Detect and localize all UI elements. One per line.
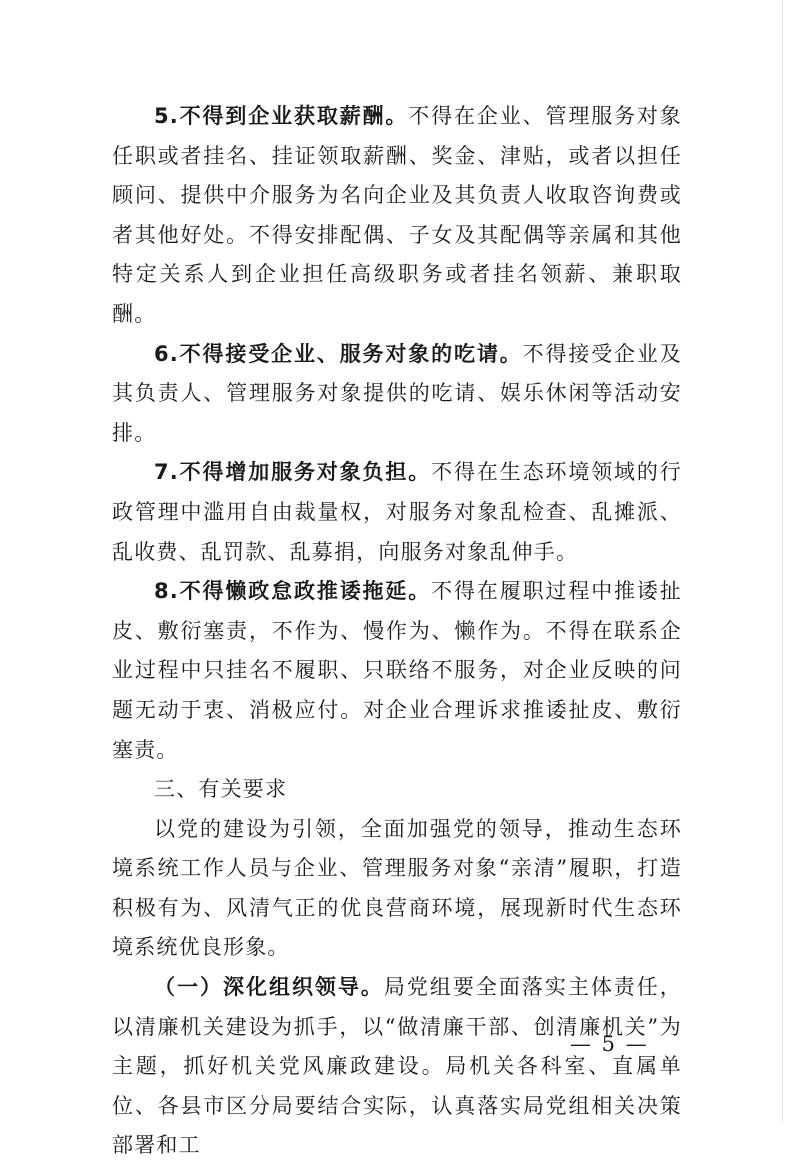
section-heading: 三、有关要求 — [154, 777, 288, 802]
item-7-body: 不得在生态环境领域的行政管理中滥用自由裁量权，对服务对象乱检查、乱摊派、乱收费、乱罚款、乱募捐，向服务对象乱伸手。 — [112, 460, 682, 564]
item-6-lead: 6.不得接受企业、服务对象的吃请。 — [154, 341, 523, 366]
item-7-lead: 7.不得增加服务对象负担。 — [154, 460, 432, 485]
item-6-body: 不得接受企业及其负责人、管理服务对象提供的吃请、娱乐休闲等活动安排。 — [112, 341, 682, 445]
scan-edge-line — [782, 0, 783, 1122]
organization-leadership-lead: （一）深化组织领导。 — [154, 975, 384, 1000]
intro-paragraph: 以党的建设为引领，全面加强党的领导，推动生态环境系统工作人员与企业、管理服务对象“亲清”履职，打造积极有为、风清气正的优良营商环境，展现新时代生态环境系统优良形象。 — [112, 816, 682, 960]
item-5-body: 不得在企业、管理服务对象任职或者挂名、挂证领取薪酬、奖金、津贴，或者以担任顾问、提供中介服务为名向企业及其负责人收取咨询费或者其他好处。不得安排配偶、子女及其配偶等亲属和其他特定关系人到企业担任高级职务或者挂名领薪、兼职取酬。 — [112, 104, 682, 326]
item-5-paragraph — [112, 97, 682, 335]
item-8-paragraph — [112, 572, 682, 770]
item-8-body: 不得在履职过程中推诿扯皮、敷衍塞责，不作为、慢作为、懒作为。不得在联系企业过程中只挂名不履职、只联络不服务，对企业反映的问题无动于衷、消极应付。对企业合理诉求推诿扯皮、敷衍塞责。 — [112, 579, 682, 762]
page-number: — 5 — — [570, 1032, 649, 1056]
item-7-paragraph — [112, 453, 682, 572]
organization-leadership-paragraph — [112, 968, 682, 1166]
item-5-lead: 5.不得到企业获取薪酬。 — [154, 104, 409, 128]
item-6-paragraph — [112, 335, 682, 454]
item-8-lead: 8.不得懒政怠政推诿拖延。 — [154, 579, 432, 604]
document-body — [112, 97, 682, 1166]
organization-leadership-body: 局党组要全面落实主体责任，以清廉机关建设为抓手，以“做清廉干部、创清廉机关”为主题，抓好机关党风廉政建设。局机关各科室、直属单位、各县市区分局要结合实际，认真落实局党组相关决策部署和工 — [112, 975, 682, 1158]
